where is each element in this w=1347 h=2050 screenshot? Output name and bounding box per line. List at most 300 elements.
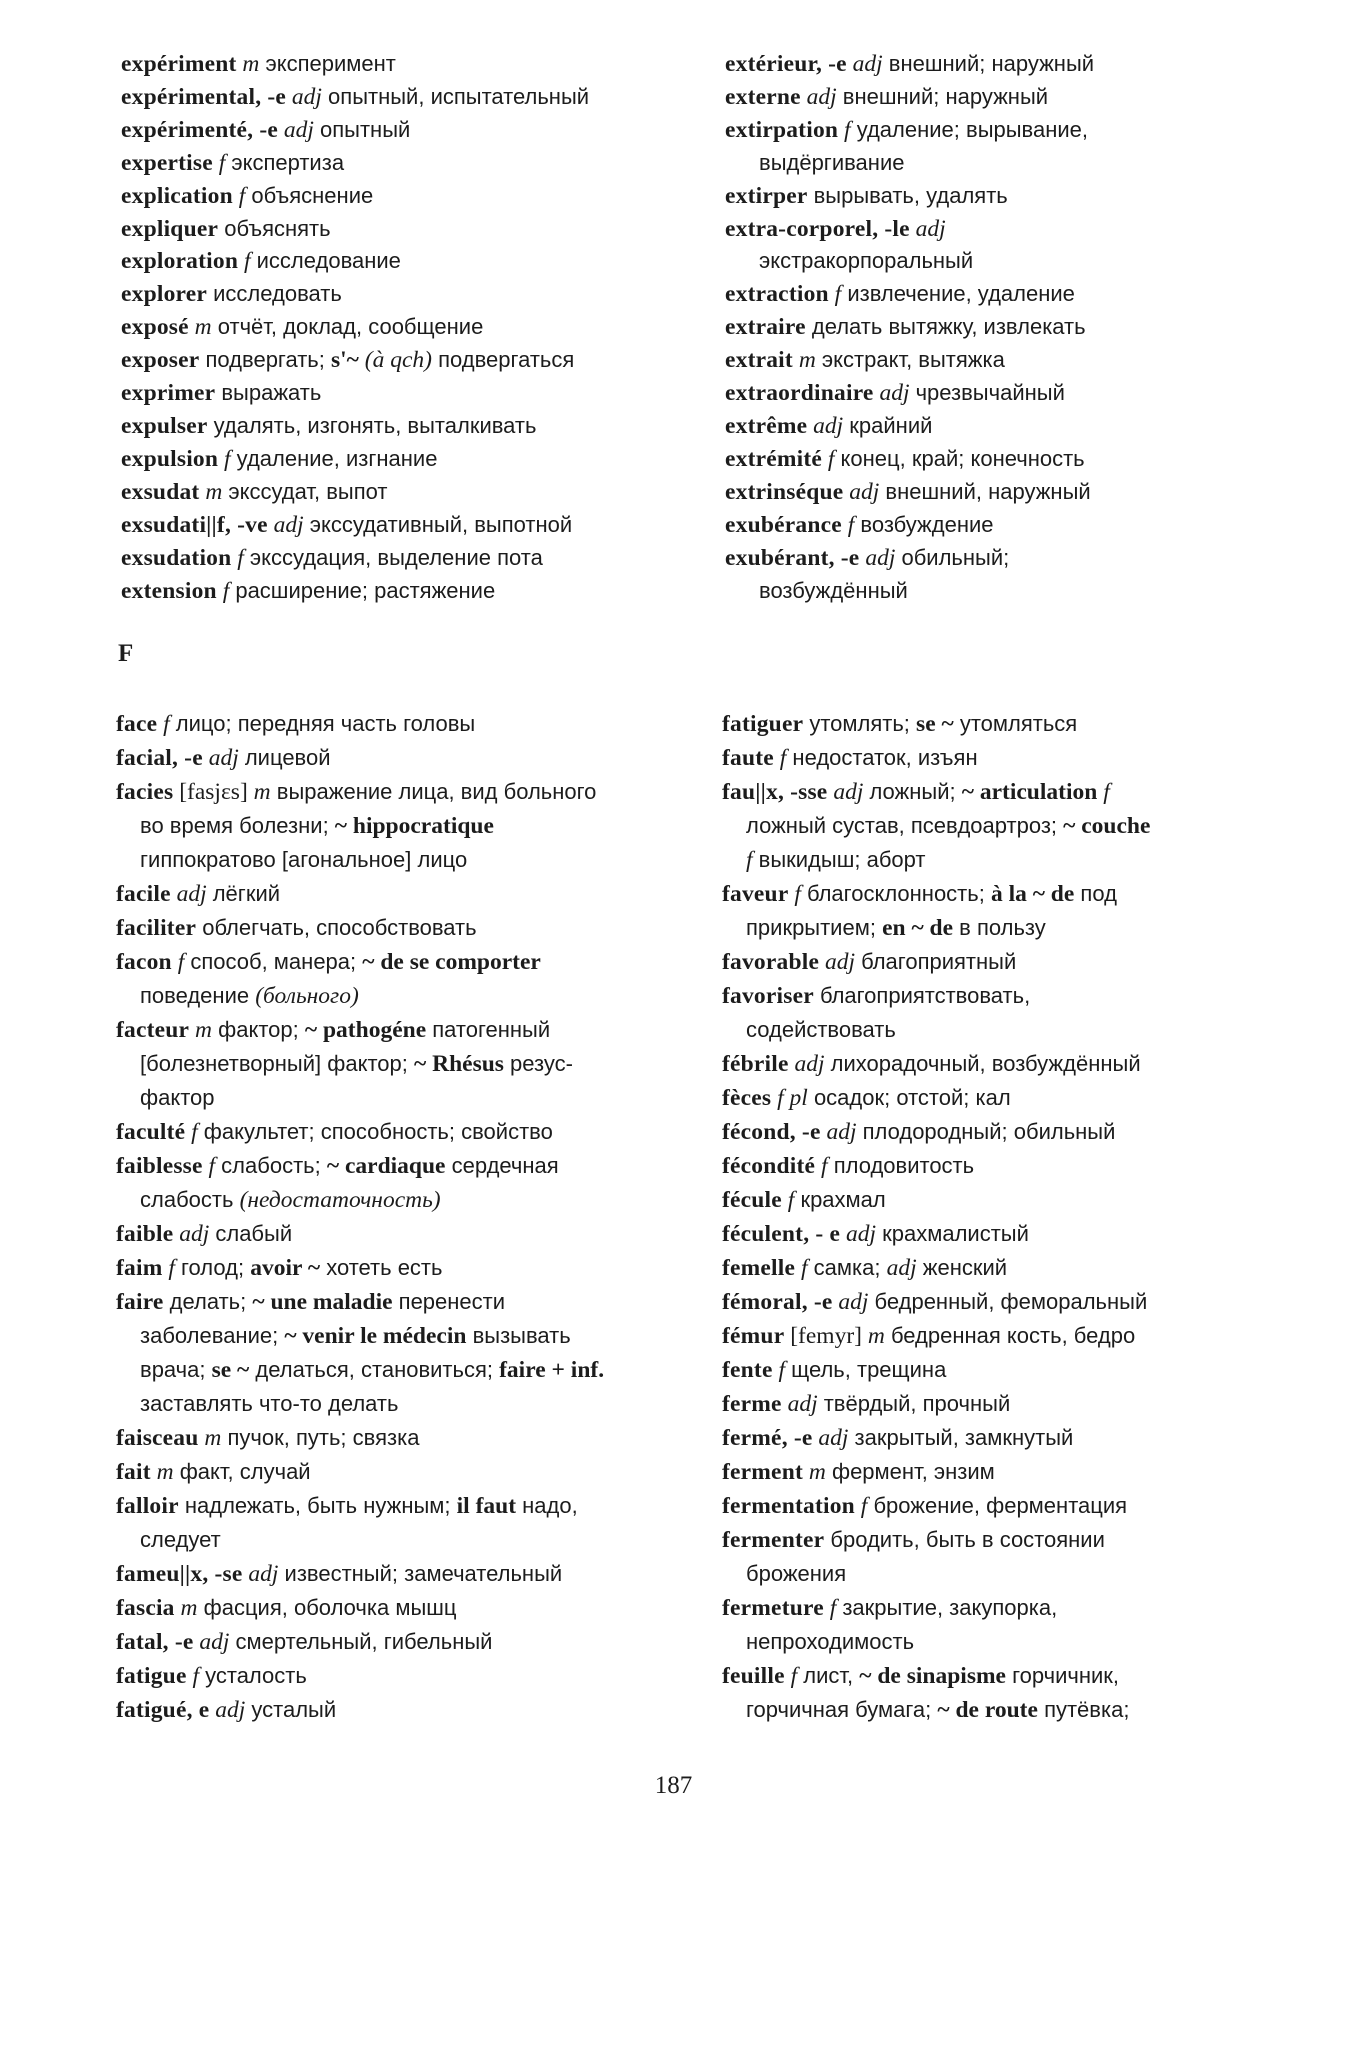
translation: заставлять что-то делать bbox=[140, 1391, 399, 1416]
dictionary-entry bbox=[722, 1353, 1312, 1387]
dictionary-entry bbox=[116, 1217, 716, 1251]
headword: exposé bbox=[121, 314, 189, 341]
headword: faciliter bbox=[116, 915, 197, 941]
entry-line bbox=[722, 1217, 1312, 1251]
entry-line bbox=[121, 114, 711, 147]
translation: выражение лица, вид больного bbox=[270, 779, 597, 804]
entry-continuation-line bbox=[722, 1625, 1312, 1659]
entry-continuation-line bbox=[725, 575, 1305, 608]
entry-line bbox=[121, 278, 711, 311]
dictionary-entry bbox=[722, 1047, 1312, 1081]
translation: сердечная bbox=[445, 1153, 559, 1178]
dictionary-entry bbox=[722, 877, 1312, 945]
headword: fémoral, -e bbox=[722, 1289, 833, 1315]
entry-line bbox=[116, 1217, 716, 1251]
grammar-label: adj bbox=[806, 83, 837, 110]
translation: крахмалистый bbox=[876, 1221, 1029, 1246]
headword: facteur bbox=[116, 1017, 190, 1043]
italic-note: (à qch) bbox=[364, 347, 432, 374]
headword: faculté bbox=[116, 1119, 186, 1145]
headword: facon bbox=[116, 949, 172, 975]
entry-line bbox=[116, 1149, 716, 1183]
grammar-label: adj bbox=[838, 1289, 869, 1315]
headword: féculent, - e bbox=[722, 1221, 841, 1247]
translation: осадок; отстой; кал bbox=[807, 1085, 1011, 1110]
entry-continuation-line bbox=[116, 1353, 716, 1387]
grammar-label: f bbox=[1103, 779, 1110, 805]
headword: fait bbox=[116, 1459, 151, 1485]
headword: fatigué, e bbox=[116, 1697, 210, 1723]
entry-line bbox=[116, 877, 716, 911]
headword: exploration bbox=[121, 248, 239, 275]
dictionary-entry bbox=[722, 707, 1312, 741]
headword: exsudati||f, -ve bbox=[121, 511, 268, 538]
translation: закрытый, замкнутый bbox=[848, 1425, 1074, 1450]
grammar-label: f bbox=[844, 116, 851, 143]
translation: брожение, ферментация bbox=[867, 1493, 1128, 1518]
headword: fermentation bbox=[722, 1493, 855, 1519]
grammar-label: m bbox=[808, 1459, 826, 1485]
entry-line bbox=[722, 1523, 1312, 1557]
translation: эксперимент bbox=[259, 51, 396, 76]
headword: fameu||x, -se bbox=[116, 1561, 243, 1587]
dictionary-entry bbox=[725, 81, 1305, 114]
dictionary-entry bbox=[725, 114, 1305, 180]
dictionary-entry bbox=[722, 1523, 1312, 1591]
dictionary-entry bbox=[722, 1659, 1312, 1727]
bold-phrase: ~ de sinapisme bbox=[859, 1663, 1006, 1689]
translation: крайний bbox=[843, 412, 933, 438]
translation: опытный bbox=[313, 116, 411, 142]
entry-line bbox=[116, 1693, 716, 1727]
headword: fébrile bbox=[722, 1051, 789, 1077]
bold-phrase: ~ couche bbox=[1063, 813, 1151, 839]
entry-line bbox=[121, 542, 711, 575]
grammar-label: f pl bbox=[777, 1085, 808, 1111]
translation: щель, трещина bbox=[785, 1357, 947, 1382]
grammar-label: adj bbox=[291, 83, 322, 110]
translation: лист, bbox=[797, 1663, 860, 1688]
translation: исследовать bbox=[207, 281, 342, 307]
translation: смертельный, гибельный bbox=[229, 1629, 493, 1654]
entry-line bbox=[725, 81, 1305, 114]
dictionary-entry bbox=[722, 1115, 1312, 1149]
entry-line bbox=[121, 476, 711, 509]
translation: закрытие, закупорка, bbox=[836, 1595, 1058, 1620]
entries-top-right bbox=[725, 48, 1305, 607]
translation: опытный, испытательный bbox=[321, 83, 590, 109]
entry-line bbox=[722, 707, 1312, 741]
bold-phrase: ~ cardiaque bbox=[326, 1153, 446, 1179]
headword: extrémité bbox=[725, 445, 823, 472]
grammar-label: adj bbox=[865, 544, 896, 571]
grammar-label: f bbox=[192, 1663, 199, 1689]
translation: крахмал bbox=[794, 1187, 886, 1212]
entry-line bbox=[725, 344, 1305, 377]
grammar-label: m bbox=[798, 347, 816, 374]
text-segment: [fasjɛs] bbox=[173, 779, 254, 805]
dictionary-entry bbox=[116, 1455, 716, 1489]
dictionary-entry bbox=[725, 180, 1305, 213]
dictionary-entry bbox=[121, 180, 711, 213]
translation: горчичник, bbox=[1005, 1663, 1120, 1688]
dictionary-entry bbox=[725, 377, 1305, 410]
entry-line bbox=[116, 1591, 716, 1625]
grammar-label: f bbox=[787, 1187, 795, 1213]
headword: faiblesse bbox=[116, 1153, 203, 1179]
dictionary-entry bbox=[722, 1251, 1312, 1285]
translation: факт, случай bbox=[173, 1459, 311, 1484]
translation: утомляться bbox=[953, 711, 1078, 736]
dictionary-entry bbox=[725, 311, 1305, 344]
entry-line bbox=[121, 81, 711, 114]
dictionary-entry bbox=[722, 775, 1312, 877]
translation: плодородный; обильный bbox=[856, 1119, 1116, 1144]
entry-line bbox=[116, 1115, 716, 1149]
translation: выдёргивание bbox=[759, 149, 905, 175]
entry-line bbox=[121, 377, 711, 410]
translation: удаление, изгнание bbox=[230, 445, 438, 471]
entry-line bbox=[722, 1387, 1312, 1421]
grammar-label: adj bbox=[824, 949, 855, 975]
text-segment: [femyr] bbox=[784, 1323, 868, 1349]
entry-line bbox=[121, 245, 711, 278]
grammar-label: m bbox=[194, 314, 212, 341]
translation: путёвка; bbox=[1037, 1697, 1130, 1722]
grammar-label: f bbox=[779, 745, 787, 771]
entry-line bbox=[116, 1659, 716, 1693]
headword: exubérance bbox=[725, 511, 842, 538]
translation: утомлять; bbox=[803, 711, 917, 736]
dictionary-entry bbox=[121, 575, 711, 608]
translation: следует bbox=[140, 1527, 221, 1552]
grammar-label: adj bbox=[826, 1119, 857, 1145]
translation: брожения bbox=[746, 1561, 847, 1586]
grammar-label: m bbox=[180, 1595, 198, 1621]
entry-continuation-line bbox=[116, 1047, 716, 1081]
headword: fermeture bbox=[722, 1595, 824, 1621]
translation: ложный сустав, псевдоартроз; bbox=[746, 813, 1064, 838]
entry-continuation-line bbox=[722, 1013, 1312, 1047]
translation: делать вытяжку, извлекать bbox=[805, 314, 1086, 340]
dictionary-entry bbox=[722, 1455, 1312, 1489]
grammar-label: f bbox=[177, 949, 185, 975]
entry-line bbox=[116, 775, 716, 809]
dictionary-entry bbox=[722, 945, 1312, 979]
entry-line bbox=[116, 1251, 716, 1285]
translation: экссудативный, выпотной bbox=[303, 511, 573, 537]
bold-phrase: ~ pathogéne bbox=[304, 1017, 427, 1043]
grammar-label: f bbox=[746, 847, 753, 873]
translation: бедренный, феморальный bbox=[868, 1289, 1148, 1314]
entries-bottom-right bbox=[722, 707, 1312, 1727]
entry-line bbox=[725, 542, 1305, 575]
dictionary-entry bbox=[121, 344, 711, 377]
entry-line bbox=[121, 509, 711, 542]
entry-continuation-line bbox=[725, 147, 1305, 180]
dictionary-entry bbox=[725, 344, 1305, 377]
headword: extrinséque bbox=[725, 478, 844, 505]
translation: делаться, становиться; bbox=[249, 1357, 500, 1382]
headword: faire bbox=[116, 1289, 164, 1315]
grammar-label: m bbox=[204, 1425, 222, 1451]
translation: извлечение, удаление bbox=[841, 281, 1075, 307]
headword: extraire bbox=[725, 314, 806, 341]
headword: faible bbox=[116, 1221, 174, 1247]
headword: faute bbox=[722, 745, 774, 771]
translation: экссудация, выделение пота bbox=[243, 544, 543, 570]
entries-top-left bbox=[121, 48, 711, 607]
entry-line bbox=[722, 1251, 1312, 1285]
entry-continuation-line bbox=[722, 911, 1312, 945]
grammar-label: adj bbox=[248, 1561, 279, 1587]
entry-continuation-line bbox=[116, 809, 716, 843]
grammar-label: m bbox=[205, 478, 223, 505]
headword: exubérant, -e bbox=[725, 544, 860, 571]
bold-phrase: ~ hippocratique bbox=[334, 813, 494, 839]
bold-phrase: se ~ bbox=[916, 711, 954, 737]
translation: хотеть есть bbox=[320, 1255, 443, 1280]
entry-line bbox=[116, 741, 716, 775]
headword: facile bbox=[116, 881, 171, 907]
translation: расширение; растяжение bbox=[229, 577, 496, 603]
entry-line bbox=[116, 1557, 716, 1591]
headword: externe bbox=[725, 83, 801, 110]
headword: fermé, -e bbox=[722, 1425, 813, 1451]
translation: чрезвычайный bbox=[909, 380, 1065, 406]
entry-line bbox=[116, 1625, 716, 1659]
dictionary-entry bbox=[722, 979, 1312, 1047]
entry-continuation-line bbox=[722, 1557, 1312, 1591]
entry-line bbox=[725, 443, 1305, 476]
grammar-label: f bbox=[222, 577, 230, 604]
grammar-label: adj bbox=[833, 779, 864, 805]
dictionary-entry bbox=[121, 311, 711, 344]
headword: favoriser bbox=[722, 983, 814, 1009]
dictionary-entry bbox=[116, 1591, 716, 1625]
grammar-label: f bbox=[860, 1493, 868, 1519]
dictionary-entry bbox=[116, 1489, 716, 1557]
translation: выкидыш; аборт bbox=[752, 847, 926, 872]
dictionary-entry bbox=[116, 1285, 716, 1421]
grammar-label: adj bbox=[886, 1255, 917, 1281]
translation: слабый bbox=[209, 1221, 293, 1246]
headword: faisceau bbox=[116, 1425, 199, 1451]
entry-line bbox=[722, 1115, 1312, 1149]
grammar-label: f bbox=[790, 1663, 798, 1689]
translation: во время болезни; bbox=[140, 813, 335, 838]
grammar-label: m bbox=[867, 1323, 885, 1349]
translation: усталость bbox=[199, 1663, 307, 1688]
translation: внешний, наружный bbox=[879, 478, 1091, 504]
dictionary-entry bbox=[116, 707, 716, 741]
headword: expertise bbox=[121, 149, 213, 176]
headword: fau||x, -sse bbox=[722, 779, 828, 805]
section-letter-heading: F bbox=[118, 640, 134, 667]
page-number: 187 bbox=[654, 1772, 693, 1799]
headword: fécule bbox=[722, 1187, 782, 1213]
headword: fémur bbox=[722, 1323, 785, 1349]
translation: бродить, быть в состоянии bbox=[824, 1527, 1105, 1552]
translation: внешний; наружный bbox=[882, 51, 1095, 76]
translation: голод; bbox=[174, 1255, 251, 1280]
dictionary-entry bbox=[116, 1251, 716, 1285]
translation: делать; bbox=[163, 1289, 253, 1314]
entry-line bbox=[722, 775, 1312, 809]
entry-line bbox=[121, 180, 711, 213]
dictionary-entry bbox=[121, 278, 711, 311]
translation: надо, bbox=[516, 1493, 578, 1518]
dictionary-entry bbox=[722, 1217, 1312, 1251]
translation: женский bbox=[916, 1255, 1008, 1280]
entry-line bbox=[725, 410, 1305, 443]
translation: возбуждение bbox=[854, 511, 994, 537]
dictionary-entry bbox=[116, 911, 716, 945]
grammar-label: f bbox=[238, 182, 246, 209]
headword: expérimental, -e bbox=[121, 83, 287, 110]
grammar-label: f bbox=[168, 1255, 175, 1281]
dictionary-entry bbox=[725, 278, 1305, 311]
headword: explorer bbox=[121, 281, 207, 308]
bold-phrase: ~ de se comporter bbox=[362, 949, 541, 975]
headword: extraordinaire bbox=[725, 380, 874, 407]
dictionary-entry bbox=[116, 775, 716, 877]
entry-line bbox=[116, 707, 716, 741]
entry-continuation-line bbox=[116, 1081, 716, 1115]
translation: лицевой bbox=[238, 745, 331, 770]
headword: extirpation bbox=[725, 116, 839, 143]
headword: facies bbox=[116, 779, 174, 805]
bold-phrase: faire + inf. bbox=[499, 1357, 605, 1383]
translation: экссудат, выпот bbox=[222, 478, 388, 504]
headword: facial, -e bbox=[116, 745, 203, 771]
bold-phrase: à la ~ de bbox=[990, 881, 1075, 907]
grammar-label: adj bbox=[794, 1051, 825, 1077]
entry-line bbox=[725, 509, 1305, 542]
dictionary-entry bbox=[722, 1319, 1312, 1353]
entry-line bbox=[116, 1455, 716, 1489]
dictionary-entry bbox=[121, 509, 711, 542]
translation: пучок, путь; связка bbox=[221, 1425, 420, 1450]
grammar-label: m bbox=[195, 1017, 213, 1043]
translation: в пользу bbox=[953, 915, 1046, 940]
dictionary-entry bbox=[121, 410, 711, 443]
headword: fécondité bbox=[722, 1153, 816, 1179]
translation: перенести bbox=[392, 1289, 506, 1314]
entry-continuation-line bbox=[116, 843, 716, 877]
entry-line bbox=[725, 311, 1305, 344]
entry-line bbox=[725, 278, 1305, 311]
translation: патогенный bbox=[426, 1017, 551, 1042]
bold-phrase: se ~ bbox=[211, 1357, 250, 1383]
headword: fatigue bbox=[116, 1663, 187, 1689]
entry-line bbox=[722, 877, 1312, 911]
entry-line bbox=[725, 180, 1305, 213]
entry-continuation-line bbox=[725, 245, 1305, 278]
translation: слабость; bbox=[215, 1153, 327, 1178]
translation: экспертиза bbox=[225, 149, 345, 175]
grammar-label: adj bbox=[845, 1221, 876, 1247]
translation: экстракорпоральный bbox=[759, 248, 974, 274]
dictionary-entry bbox=[121, 377, 711, 410]
translation: резус- bbox=[503, 1051, 573, 1076]
dictionary-entry bbox=[121, 114, 711, 147]
translation: надлежать, быть нужным; bbox=[178, 1493, 457, 1518]
translation: внешний; наружный bbox=[836, 83, 1049, 109]
bold-phrase: ~ articulation bbox=[961, 779, 1098, 805]
entry-line bbox=[725, 377, 1305, 410]
translation: ложный; bbox=[863, 779, 962, 804]
headword: fente bbox=[722, 1357, 773, 1383]
entry-line bbox=[121, 410, 711, 443]
headword: exprimer bbox=[121, 380, 216, 407]
entry-line bbox=[121, 311, 711, 344]
headword: extérieur, -e bbox=[725, 51, 847, 77]
headword: femelle bbox=[722, 1255, 796, 1281]
headword: fascia bbox=[116, 1595, 175, 1621]
entry-line bbox=[121, 575, 711, 608]
dictionary-entry bbox=[121, 542, 711, 575]
translation: содействовать bbox=[746, 1017, 896, 1042]
dictionary-entry bbox=[722, 741, 1312, 775]
translation: исследование bbox=[250, 248, 401, 274]
translation: благоприятный bbox=[855, 949, 1017, 974]
headword: faim bbox=[116, 1255, 163, 1281]
dictionary-entry bbox=[722, 1285, 1312, 1319]
translation: лихорадочный, возбуждённый bbox=[824, 1051, 1141, 1076]
translation: гиппократово [агональное] лицо bbox=[140, 847, 468, 872]
headword: extirper bbox=[725, 182, 808, 209]
translation: фермент, энзим bbox=[825, 1459, 995, 1484]
headword: fécond, -e bbox=[722, 1119, 821, 1145]
entry-line bbox=[116, 1013, 716, 1047]
entry-line bbox=[722, 1047, 1312, 1081]
entry-line bbox=[725, 476, 1305, 509]
translation: фактор; bbox=[212, 1017, 305, 1042]
entry-line bbox=[722, 1421, 1312, 1455]
translation: бедренная кость, бедро bbox=[884, 1323, 1136, 1348]
translation: способ, манера; bbox=[184, 949, 363, 974]
grammar-label: adj bbox=[283, 116, 314, 143]
grammar-label: f bbox=[821, 1153, 828, 1179]
entry-line bbox=[722, 1149, 1312, 1183]
dictionary-entry bbox=[722, 1081, 1312, 1115]
translation: недостаток, изъян bbox=[786, 745, 978, 770]
grammar-label: f bbox=[829, 1595, 837, 1621]
headword: fèces bbox=[722, 1085, 772, 1111]
entry-line bbox=[722, 1591, 1312, 1625]
grammar-label: f bbox=[243, 248, 251, 275]
entries-bottom-left bbox=[116, 707, 716, 1727]
grammar-label: adj bbox=[199, 1629, 230, 1655]
entry-line bbox=[116, 1489, 716, 1523]
dictionary-entry bbox=[116, 1625, 716, 1659]
translation: горчичная бумага; bbox=[746, 1697, 938, 1722]
headword: extrême bbox=[725, 412, 808, 439]
headword: fermenter bbox=[722, 1527, 825, 1553]
dictionary-entry bbox=[121, 48, 711, 81]
headword: fatal, -e bbox=[116, 1629, 194, 1655]
grammar-label: adj bbox=[813, 412, 844, 439]
bold-phrase: ~ venir le médecin bbox=[284, 1323, 467, 1349]
entry-continuation-line bbox=[116, 1319, 716, 1353]
entry-continuation-line bbox=[116, 1523, 716, 1557]
headword: extraction bbox=[725, 281, 829, 308]
dictionary-entry bbox=[722, 1421, 1312, 1455]
grammar-label: adj bbox=[215, 1697, 246, 1723]
translation: фасция, оболочка мышц bbox=[197, 1595, 457, 1620]
grammar-label: adj bbox=[915, 215, 946, 242]
